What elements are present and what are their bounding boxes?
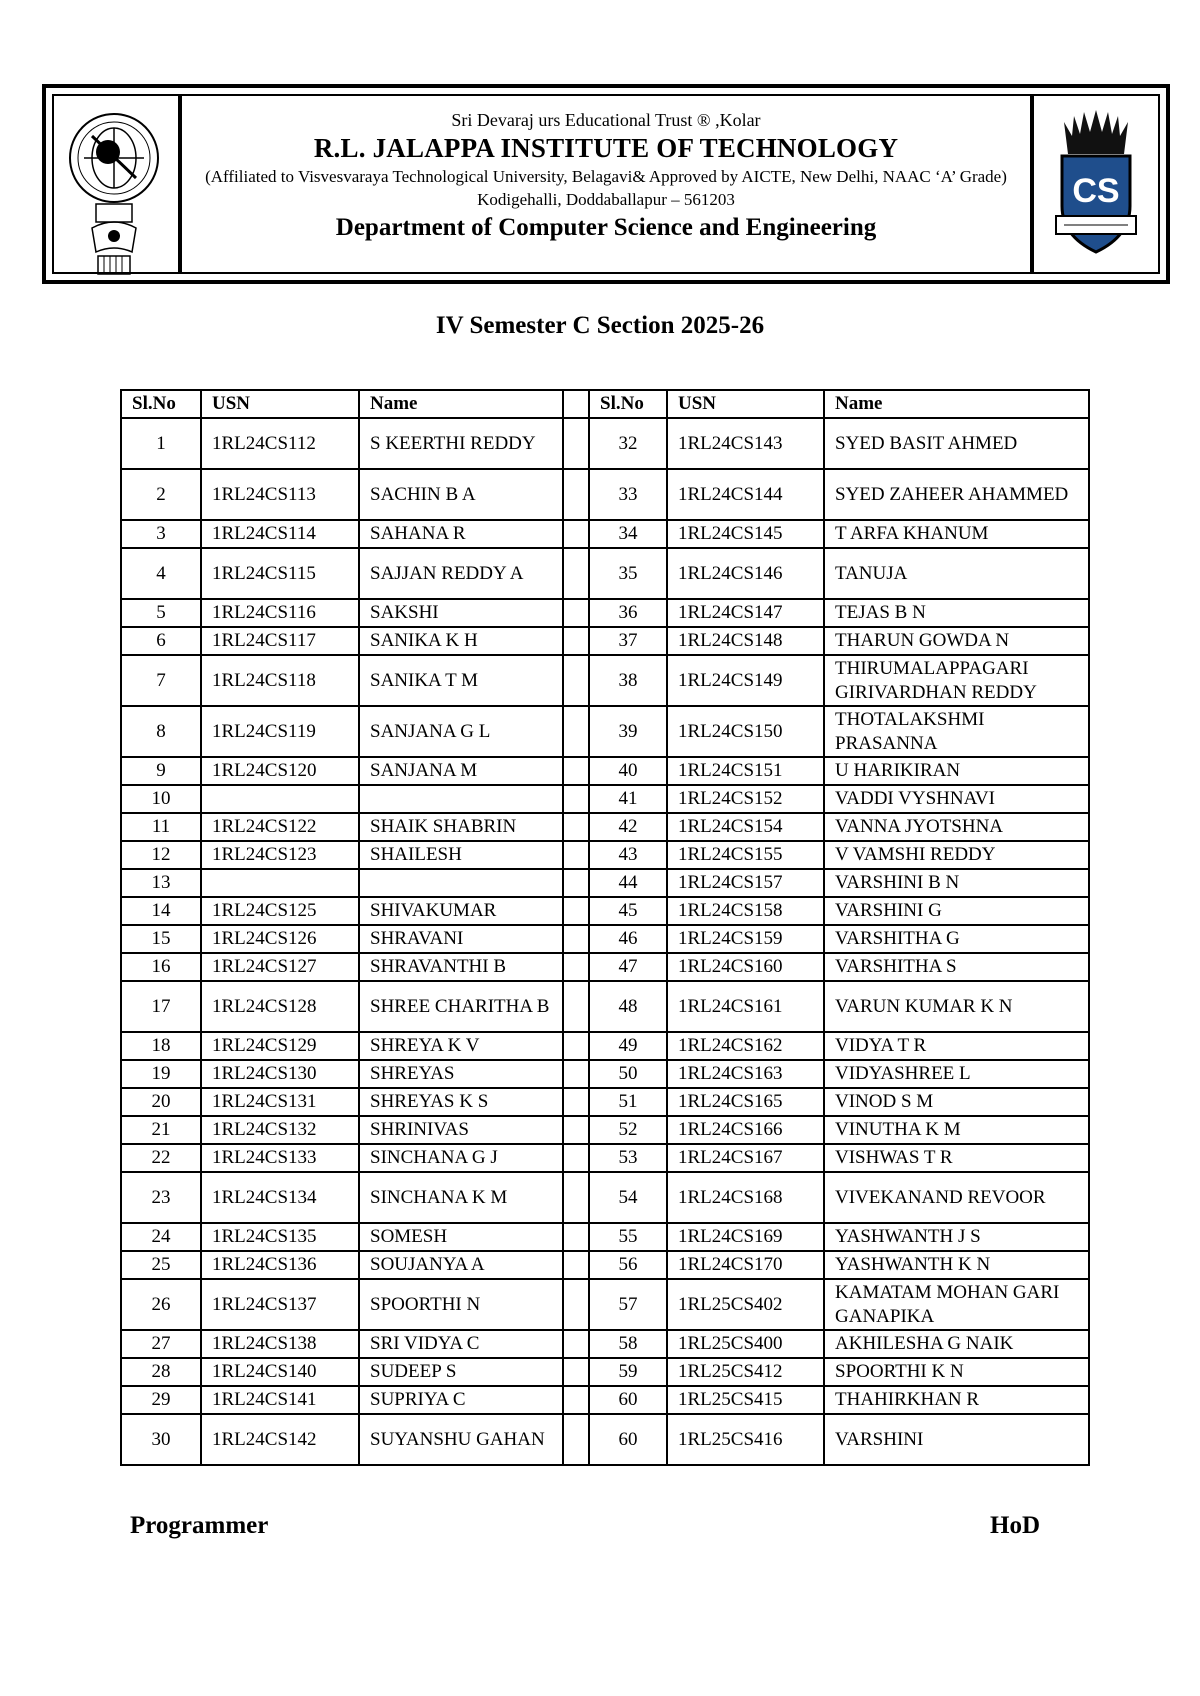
usn-cell: 1RL25CS412: [667, 1358, 824, 1386]
usn-cell: 1RL25CS402: [667, 1279, 824, 1330]
letterhead: [42, 84, 1170, 284]
table-row: [121, 1251, 1089, 1279]
sl-no-cell: 47: [589, 953, 667, 981]
table-header-row: [121, 390, 1089, 418]
name-cell: VARSHINI G: [824, 897, 1089, 925]
sl-no-cell: 48: [589, 981, 667, 1032]
name-cell: SHREYA K V: [359, 1032, 563, 1060]
sl-no-cell: 55: [589, 1223, 667, 1251]
table-row: [121, 627, 1089, 655]
sl-no-cell: 3: [121, 520, 201, 548]
sl-no-cell: 9: [121, 757, 201, 785]
sl-no-cell: 7: [121, 655, 201, 706]
sl-no-cell: 32: [589, 418, 667, 469]
column-gap: [563, 1060, 589, 1088]
column-gap: [563, 785, 589, 813]
name-cell: AKHILESHA G NAIK: [824, 1330, 1089, 1358]
usn-cell: 1RL24CS142: [201, 1414, 359, 1465]
column-gap: [563, 953, 589, 981]
usn-cell: 1RL24CS136: [201, 1251, 359, 1279]
column-gap: [563, 757, 589, 785]
usn-cell: 1RL24CS165: [667, 1088, 824, 1116]
table-row: [121, 953, 1089, 981]
sl-no-cell: 1: [121, 418, 201, 469]
column-gap: [563, 813, 589, 841]
name-cell: SANJANA G L: [359, 706, 563, 757]
column-gap: [563, 1358, 589, 1386]
usn-cell: 1RL24CS133: [201, 1144, 359, 1172]
department-name: Department of Computer Science and Engineering: [335, 214, 877, 241]
table-row: [121, 706, 1089, 757]
usn-cell: 1RL24CS169: [667, 1223, 824, 1251]
usn-cell: 1RL24CS170: [667, 1251, 824, 1279]
usn-cell: 1RL24CS148: [667, 627, 824, 655]
usn-cell: 1RL24CS134: [201, 1172, 359, 1223]
sl-no-cell: 4: [121, 548, 201, 599]
sl-no-cell: 43: [589, 841, 667, 869]
sl-no-cell: 21: [121, 1116, 201, 1144]
column-gap: [563, 520, 589, 548]
name-cell: SHREE CHARITHA B: [359, 981, 563, 1032]
table-row: [121, 418, 1089, 469]
sl-no-cell: 34: [589, 520, 667, 548]
table-row: [121, 1032, 1089, 1060]
name-cell: VANNA JYOTSHNA: [824, 813, 1089, 841]
sl-no-cell: 53: [589, 1144, 667, 1172]
sl-no-cell: 49: [589, 1032, 667, 1060]
name-cell: VIVEKANAND REVOOR: [824, 1172, 1089, 1223]
letterhead-text: [182, 96, 1030, 272]
usn-cell: 1RL24CS119: [201, 706, 359, 757]
table-row: [121, 1386, 1089, 1414]
name-cell: SYED BASIT AHMED: [824, 418, 1089, 469]
column-gap: [563, 1144, 589, 1172]
crest-letters: CS: [1072, 172, 1120, 210]
usn-cell: 1RL25CS416: [667, 1414, 824, 1465]
name-cell: VARSHITHA S: [824, 953, 1089, 981]
usn-cell: [201, 785, 359, 813]
column-header-slno: Sl.No: [589, 390, 667, 418]
trust-name: Sri Devaraj urs Educational Trust ® ,Kolar: [451, 110, 761, 130]
table-row: [121, 1088, 1089, 1116]
sl-no-cell: 24: [121, 1223, 201, 1251]
usn-cell: 1RL24CS161: [667, 981, 824, 1032]
roster-body: [121, 418, 1089, 1465]
usn-cell: 1RL24CS122: [201, 813, 359, 841]
column-gap: [563, 1032, 589, 1060]
name-cell: VINUTHA K M: [824, 1116, 1089, 1144]
name-cell: TANUJA: [824, 548, 1089, 599]
usn-cell: 1RL24CS157: [667, 869, 824, 897]
sl-no-cell: 15: [121, 925, 201, 953]
column-gap: [563, 981, 589, 1032]
sl-no-cell: 23: [121, 1172, 201, 1223]
sl-no-cell: 41: [589, 785, 667, 813]
name-cell: SPOORTHI N: [359, 1279, 563, 1330]
name-cell: THAHIRKHAN R: [824, 1386, 1089, 1414]
name-cell: SHAIK SHABRIN: [359, 813, 563, 841]
column-gap: [563, 897, 589, 925]
page-title: IV Semester C Section 2025-26: [435, 312, 765, 339]
usn-cell: 1RL24CS117: [201, 627, 359, 655]
column-gap: [563, 1251, 589, 1279]
name-cell: S KEERTHI REDDY: [359, 418, 563, 469]
name-cell: YASHWANTH K N: [824, 1251, 1089, 1279]
usn-cell: 1RL24CS145: [667, 520, 824, 548]
name-cell: SPOORTHI K N: [824, 1358, 1089, 1386]
usn-cell: 1RL24CS166: [667, 1116, 824, 1144]
sl-no-cell: 6: [121, 627, 201, 655]
sl-no-cell: 11: [121, 813, 201, 841]
table-row: [121, 1279, 1089, 1330]
table-row: [121, 469, 1089, 520]
sl-no-cell: 57: [589, 1279, 667, 1330]
column-gap: [563, 627, 589, 655]
name-cell: TEJAS B N: [824, 599, 1089, 627]
institute-emblem-icon: [66, 106, 162, 282]
sl-no-cell: 26: [121, 1279, 201, 1330]
usn-cell: 1RL24CS123: [201, 841, 359, 869]
name-cell: SHIVAKUMAR: [359, 897, 563, 925]
table-row: [121, 1414, 1089, 1465]
name-cell: THARUN GOWDA N: [824, 627, 1089, 655]
table-row: [121, 981, 1089, 1032]
sl-no-cell: 28: [121, 1358, 201, 1386]
usn-cell: 1RL24CS137: [201, 1279, 359, 1330]
sl-no-cell: 52: [589, 1116, 667, 1144]
sl-no-cell: 51: [589, 1088, 667, 1116]
usn-cell: 1RL24CS163: [667, 1060, 824, 1088]
name-cell: SHREYAS: [359, 1060, 563, 1088]
right-logo-panel: [1030, 96, 1158, 272]
name-cell: SANJANA M: [359, 757, 563, 785]
name-cell: V VAMSHI REDDY: [824, 841, 1089, 869]
sl-no-cell: 37: [589, 627, 667, 655]
usn-cell: 1RL24CS154: [667, 813, 824, 841]
sl-no-cell: 59: [589, 1358, 667, 1386]
name-cell: VARSHITHA G: [824, 925, 1089, 953]
table-row: [121, 1172, 1089, 1223]
name-cell: SYED ZAHEER AHAMMED: [824, 469, 1089, 520]
sl-no-cell: 50: [589, 1060, 667, 1088]
column-gap: [563, 1172, 589, 1223]
column-gap: [563, 599, 589, 627]
name-cell: SHRINIVAS: [359, 1116, 563, 1144]
name-cell: THIRUMALAPPAGARI GIRIVARDHAN REDDY: [824, 655, 1089, 706]
usn-cell: 1RL24CS128: [201, 981, 359, 1032]
name-cell: [359, 785, 563, 813]
sl-no-cell: 35: [589, 548, 667, 599]
sl-no-cell: 60: [589, 1414, 667, 1465]
column-gap: [563, 841, 589, 869]
usn-cell: 1RL24CS118: [201, 655, 359, 706]
table-row: [121, 897, 1089, 925]
name-cell: SHRAVANTHI B: [359, 953, 563, 981]
sl-no-cell: 12: [121, 841, 201, 869]
sl-no-cell: 29: [121, 1386, 201, 1414]
name-cell: SINCHANA K M: [359, 1172, 563, 1223]
name-cell: SANIKA K H: [359, 627, 563, 655]
column-gap: [563, 925, 589, 953]
sl-no-cell: 5: [121, 599, 201, 627]
sl-no-cell: 17: [121, 981, 201, 1032]
name-cell: KAMATAM MOHAN GARI GANAPIKA: [824, 1279, 1089, 1330]
table-row: [121, 1330, 1089, 1358]
name-cell: SAJJAN REDDY A: [359, 548, 563, 599]
address-text: Kodigehalli, Doddaballapur – 561203: [477, 190, 735, 209]
column-header-slno: Sl.No: [121, 390, 201, 418]
table-row: [121, 548, 1089, 599]
sl-no-cell: 44: [589, 869, 667, 897]
usn-cell: 1RL24CS147: [667, 599, 824, 627]
name-cell: SINCHANA G J: [359, 1144, 563, 1172]
name-cell: VINOD S M: [824, 1088, 1089, 1116]
usn-cell: 1RL24CS115: [201, 548, 359, 599]
usn-cell: [201, 869, 359, 897]
column-gap: [563, 1279, 589, 1330]
name-cell: SUPRIYA C: [359, 1386, 563, 1414]
usn-cell: 1RL24CS120: [201, 757, 359, 785]
table-row: [121, 1060, 1089, 1088]
usn-cell: 1RL24CS168: [667, 1172, 824, 1223]
sl-no-cell: 13: [121, 869, 201, 897]
sl-no-cell: 33: [589, 469, 667, 520]
table-row: [121, 1144, 1089, 1172]
cs-department-crest-icon: [1046, 106, 1146, 282]
table-row: [121, 1223, 1089, 1251]
name-cell: VADDI VYSHNAVI: [824, 785, 1089, 813]
name-cell: SANIKA T M: [359, 655, 563, 706]
usn-cell: 1RL24CS113: [201, 469, 359, 520]
table-row: [121, 757, 1089, 785]
usn-cell: 1RL24CS143: [667, 418, 824, 469]
sl-no-cell: 39: [589, 706, 667, 757]
table-row: [121, 869, 1089, 897]
column-gap: [563, 390, 589, 418]
sl-no-cell: 58: [589, 1330, 667, 1358]
table-row: [121, 785, 1089, 813]
column-gap: [563, 655, 589, 706]
sl-no-cell: 56: [589, 1251, 667, 1279]
column-gap: [563, 1223, 589, 1251]
name-cell: T ARFA KHANUM: [824, 520, 1089, 548]
sl-no-cell: 27: [121, 1330, 201, 1358]
table-row: [121, 520, 1089, 548]
column-gap: [563, 1088, 589, 1116]
table-row: [121, 1358, 1089, 1386]
column-header-usn: USN: [667, 390, 824, 418]
name-cell: VARSHINI B N: [824, 869, 1089, 897]
usn-cell: 1RL24CS130: [201, 1060, 359, 1088]
table-row: [121, 599, 1089, 627]
usn-cell: 1RL24CS150: [667, 706, 824, 757]
usn-cell: 1RL24CS131: [201, 1088, 359, 1116]
sl-no-cell: 14: [121, 897, 201, 925]
usn-cell: 1RL24CS149: [667, 655, 824, 706]
usn-cell: 1RL24CS152: [667, 785, 824, 813]
sl-no-cell: 54: [589, 1172, 667, 1223]
affiliation-text: (Affiliated to Visvesvaraya Technological University, Belagavi& Approved by AICTE, New Delhi, NAAC ‘A’ Grade): [205, 167, 1007, 186]
usn-cell: 1RL24CS158: [667, 897, 824, 925]
sl-no-cell: 10: [121, 785, 201, 813]
usn-cell: 1RL24CS116: [201, 599, 359, 627]
usn-cell: 1RL24CS127: [201, 953, 359, 981]
hod-signature-label: HoD: [990, 1512, 1040, 1539]
column-gap: [563, 1330, 589, 1358]
column-gap: [563, 1414, 589, 1465]
name-cell: SHAILESH: [359, 841, 563, 869]
sl-no-cell: 8: [121, 706, 201, 757]
usn-cell: 1RL24CS151: [667, 757, 824, 785]
sl-no-cell: 18: [121, 1032, 201, 1060]
sl-no-cell: 60: [589, 1386, 667, 1414]
sl-no-cell: 38: [589, 655, 667, 706]
sl-no-cell: 45: [589, 897, 667, 925]
sl-no-cell: 42: [589, 813, 667, 841]
usn-cell: 1RL24CS132: [201, 1116, 359, 1144]
column-gap: [563, 418, 589, 469]
table-row: [121, 813, 1089, 841]
sl-no-cell: 2: [121, 469, 201, 520]
name-cell: VISHWAS T R: [824, 1144, 1089, 1172]
usn-cell: 1RL25CS400: [667, 1330, 824, 1358]
name-cell: U HARIKIRAN: [824, 757, 1089, 785]
name-cell: SAKSHI: [359, 599, 563, 627]
column-header-name: Name: [359, 390, 563, 418]
sl-no-cell: 40: [589, 757, 667, 785]
usn-cell: 1RL24CS155: [667, 841, 824, 869]
column-gap: [563, 869, 589, 897]
letterhead-inner-border: [52, 94, 1160, 274]
usn-cell: 1RL24CS160: [667, 953, 824, 981]
usn-cell: 1RL24CS140: [201, 1358, 359, 1386]
sl-no-cell: 19: [121, 1060, 201, 1088]
usn-cell: 1RL24CS162: [667, 1032, 824, 1060]
usn-cell: 1RL24CS135: [201, 1223, 359, 1251]
sl-no-cell: 30: [121, 1414, 201, 1465]
column-header-usn: USN: [201, 390, 359, 418]
name-cell: SACHIN B A: [359, 469, 563, 520]
name-cell: SAHANA R: [359, 520, 563, 548]
usn-cell: 1RL24CS146: [667, 548, 824, 599]
name-cell: VARSHINI: [824, 1414, 1089, 1465]
name-cell: SHREYAS K S: [359, 1088, 563, 1116]
institute-name: R.L. JALAPPA INSTITUTE OF TECHNOLOGY: [313, 133, 899, 163]
student-roster-table: [120, 389, 1090, 1466]
table-row: [121, 655, 1089, 706]
name-cell: VARUN KUMAR K N: [824, 981, 1089, 1032]
sl-no-cell: 46: [589, 925, 667, 953]
usn-cell: 1RL25CS415: [667, 1386, 824, 1414]
sl-no-cell: 36: [589, 599, 667, 627]
column-gap: [563, 1386, 589, 1414]
column-gap: [563, 1116, 589, 1144]
usn-cell: 1RL24CS125: [201, 897, 359, 925]
left-logo-panel: [54, 96, 182, 272]
table-row: [121, 841, 1089, 869]
name-cell: VIDYA T R: [824, 1032, 1089, 1060]
name-cell: THOTALAKSHMI PRASANNA: [824, 706, 1089, 757]
usn-cell: 1RL24CS167: [667, 1144, 824, 1172]
usn-cell: 1RL24CS144: [667, 469, 824, 520]
column-header-name: Name: [824, 390, 1089, 418]
usn-cell: 1RL24CS126: [201, 925, 359, 953]
name-cell: SUYANSHU GAHAN: [359, 1414, 563, 1465]
name-cell: SRI VIDYA C: [359, 1330, 563, 1358]
usn-cell: 1RL24CS159: [667, 925, 824, 953]
sl-no-cell: 16: [121, 953, 201, 981]
column-gap: [563, 469, 589, 520]
name-cell: SUDEEP S: [359, 1358, 563, 1386]
name-cell: SHRAVANI: [359, 925, 563, 953]
name-cell: VIDYASHREE L: [824, 1060, 1089, 1088]
usn-cell: 1RL24CS141: [201, 1386, 359, 1414]
usn-cell: 1RL24CS129: [201, 1032, 359, 1060]
sl-no-cell: 22: [121, 1144, 201, 1172]
name-cell: SOMESH: [359, 1223, 563, 1251]
sl-no-cell: 25: [121, 1251, 201, 1279]
table-row: [121, 1116, 1089, 1144]
table-row: [121, 925, 1089, 953]
name-cell: [359, 869, 563, 897]
column-gap: [563, 548, 589, 599]
sl-no-cell: 20: [121, 1088, 201, 1116]
programmer-signature-label: Programmer: [130, 1512, 269, 1539]
name-cell: YASHWANTH J S: [824, 1223, 1089, 1251]
usn-cell: 1RL24CS112: [201, 418, 359, 469]
column-gap: [563, 706, 589, 757]
name-cell: SOUJANYA A: [359, 1251, 563, 1279]
usn-cell: 1RL24CS138: [201, 1330, 359, 1358]
usn-cell: 1RL24CS114: [201, 520, 359, 548]
